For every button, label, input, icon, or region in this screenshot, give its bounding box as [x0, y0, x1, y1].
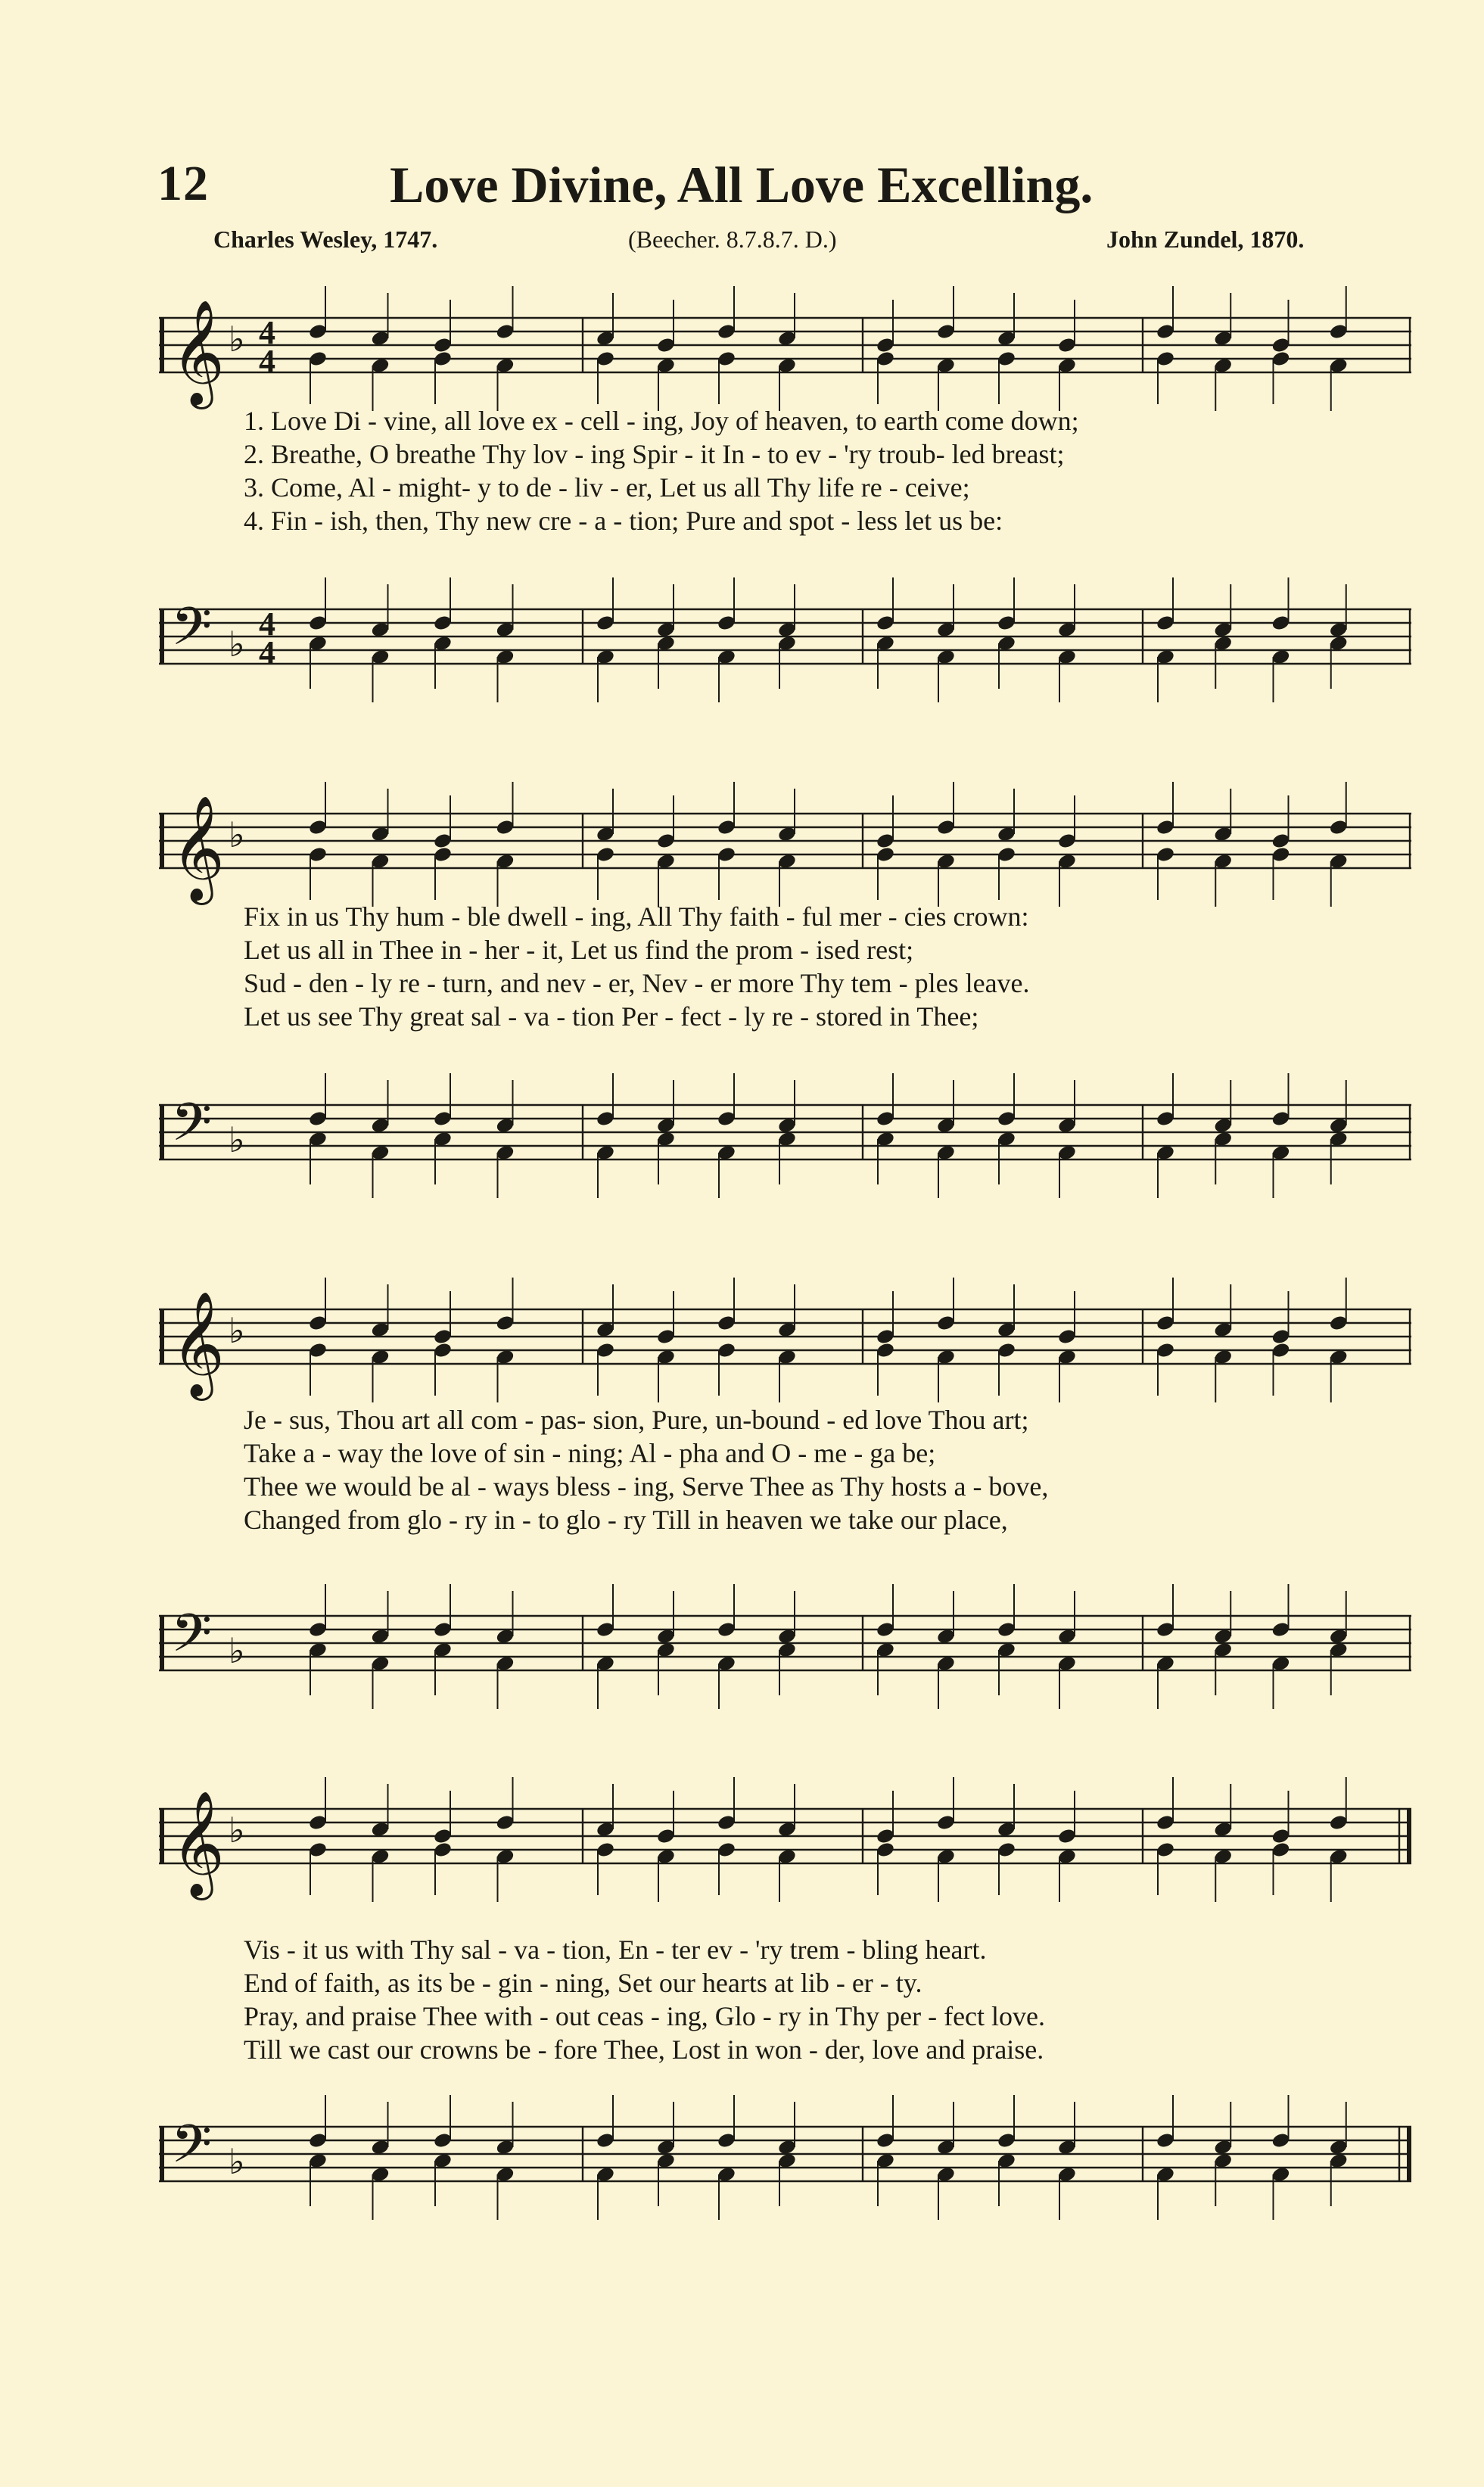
tune-name-meter: (Beecher. 8.7.8.7. D.) — [628, 226, 837, 253]
treble-clef-icon: 𝄞 — [171, 1791, 225, 1896]
treble-staff — [159, 1272, 1411, 1415]
verse-line: Take a - way the love of sin - ning; Al - pha and O - me - ga be; — [244, 1438, 936, 1468]
flat-key-signature-icon: ♭ — [229, 814, 245, 855]
bass-staff — [159, 1067, 1411, 1211]
flat-key-signature-icon: ♭ — [229, 2141, 245, 2182]
treble-clef-icon: 𝄞 — [171, 795, 225, 901]
time-signature-bottom: 4 — [259, 343, 275, 380]
verse-line: 3. Come, Al - might- y to de - liv - er, Let us all Thy life re - ceive; — [244, 472, 970, 503]
time-signature-bottom: 4 — [259, 634, 275, 671]
bass-clef-icon: 𝄢 — [171, 596, 213, 670]
verse-line: Thee we would be al - ways bless - ing, Serve Thee as Thy hosts a - bove, — [244, 1471, 1049, 1502]
time-signature-top: 4 — [259, 605, 275, 643]
music-system-4 — [159, 1771, 1411, 2195]
bass-staff — [159, 1578, 1411, 1722]
music-system-2 — [159, 776, 1411, 1169]
verse-line: Let us all in Thee in - her - it, Let us find the prom - ised rest; — [244, 935, 914, 965]
verse-line: End of faith, as its be - gin - ning, Set our hearts at lib - er - ty. — [244, 1968, 922, 1998]
treble-clef-icon: 𝄞 — [171, 300, 225, 405]
verse-line: 4. Fin - ish, then, Thy new cre - a - tion; Pure and spot - less let us be: — [244, 506, 1003, 536]
music-system-1 — [159, 280, 1411, 674]
composer-credit: John Zundel, 1870. — [1106, 226, 1305, 253]
treble-clef-icon: 𝄞 — [171, 1291, 225, 1396]
verse-line: 2. Breathe, O breathe Thy lov - ing Spir - it In - to ev - 'ry troub- led breast; — [244, 439, 1065, 469]
verse-line: Changed from glo - ry in - to glo - ry Till in heaven we take our place, — [244, 1505, 1008, 1535]
verse-line: Fix in us Thy hum - ble dwell - ing, All Thy faith - ful mer - cies crown: — [244, 901, 1029, 932]
verse-line: Pray, and praise Thee with - out ceas - ing, Glo - ry in Thy per - fect love. — [244, 2001, 1046, 2031]
bass-clef-icon: 𝄢 — [171, 2113, 213, 2187]
page-number: 12 — [157, 156, 209, 211]
bass-clef-icon: 𝄢 — [171, 1602, 213, 1676]
verse-line: Je - sus, Thou art all com - pas- sion, Pure, un-bound - ed love Thou art; — [244, 1405, 1029, 1435]
verse-line: 1. Love Di - vine, all love ex - cell - ing, Joy of heaven, to earth come down; — [244, 406, 1079, 436]
flat-key-signature-icon: ♭ — [229, 624, 245, 665]
verse-line: Sud - den - ly re - turn, and nev - er, Nev - er more Thy tem - ples leave. — [244, 968, 1030, 998]
bass-staff — [159, 2089, 1411, 2233]
verse-line: Vis - it us with Thy sal - va - tion, En - ter ev - 'ry trem - bling heart. — [244, 1935, 987, 1965]
flat-key-signature-icon: ♭ — [229, 1630, 245, 1671]
bass-staff — [159, 571, 1411, 715]
time-signature-top: 4 — [259, 314, 275, 351]
hymn-title: Love Divine, All Love Excelling. — [390, 156, 1094, 213]
verse-line: Till we cast our crowns be - fore Thee, Lost in won - der, love and praise. — [244, 2034, 1044, 2065]
lyricist-credit: Charles Wesley, 1747. — [213, 226, 438, 253]
flat-key-signature-icon: ♭ — [229, 1119, 245, 1160]
treble-staff — [159, 280, 1411, 424]
flat-key-signature-icon: ♭ — [229, 1310, 245, 1351]
music-system-3 — [159, 1272, 1411, 1695]
treble-staff — [159, 1771, 1411, 1915]
verse-line: Let us see Thy great sal - va - tion Per - fect - ly re - stored in Thee; — [244, 1001, 979, 1032]
flat-key-signature-icon: ♭ — [229, 1810, 245, 1850]
bass-clef-icon: 𝄢 — [171, 1091, 213, 1166]
flat-key-signature-icon: ♭ — [229, 319, 245, 360]
treble-staff — [159, 776, 1411, 920]
